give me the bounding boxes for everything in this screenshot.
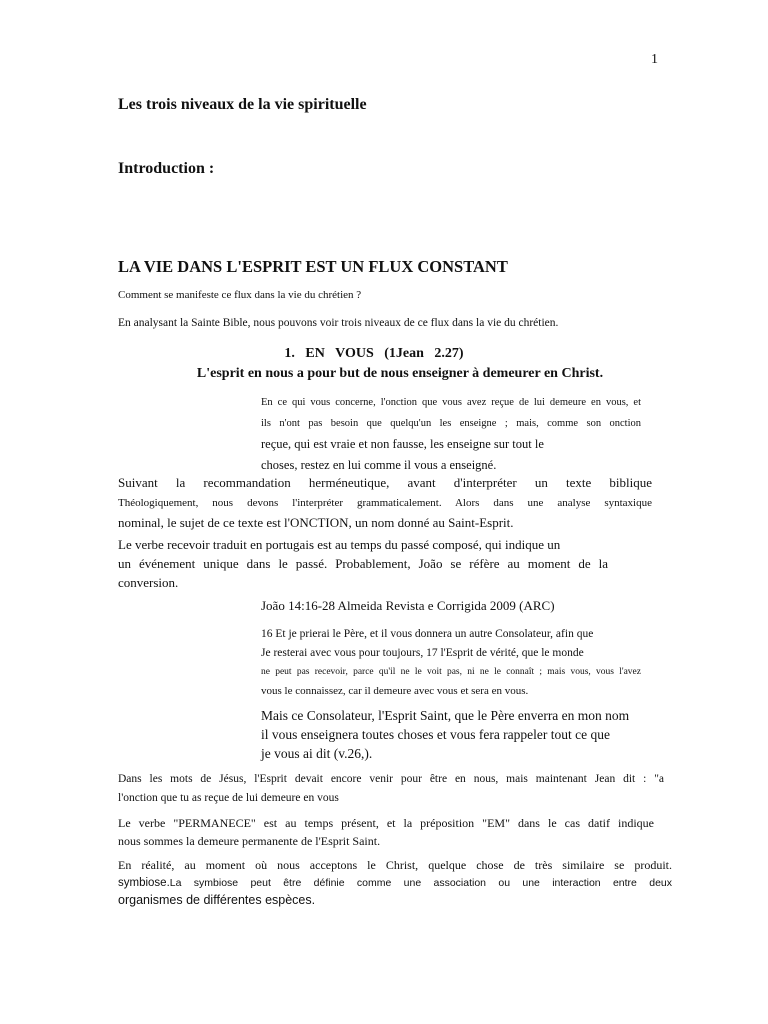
numbered-heading [0, 346, 768, 362]
paragraph-4 [118, 770, 664, 808]
quote3-line1: Mais ce Consolateur, l'Esprit Saint, que le Père enverra en mon nom [261, 708, 630, 723]
para6-symbiose-word: symbiose. [118, 877, 170, 889]
quote2-line3: ne peut pas recevoir, parce qu'il ne le voit pas, ni ne le connaît ; mais vous, vous l'avez [261, 667, 641, 677]
paragraph-5 [118, 814, 654, 850]
quote1-line4: choses, restez en lui comme il vous a enseigné. [261, 458, 497, 472]
quote2-line1: 16 Et je prierai le Père, et il vous donnera un autre Consolateur, afin que [261, 628, 594, 640]
para5-line1: Le verbe "PERMANECE" est au temps présent, et la préposition "EM" dans le cas datif indique [118, 816, 654, 830]
question-text: Comment se manifeste ce flux dans la vie du chrétien ? [118, 289, 362, 301]
paragraph-1: En analysant la Sainte Bible, nous pouvons voir trois niveaux de ce flux dans la vie du chrétien. [118, 317, 559, 329]
quote2-line4: vous le connaissez, car il demeure avec vous et sera en vous. [261, 685, 529, 697]
para3-line1: Le verbe recevoir traduit en portugais est au temps du passé composé, qui indique un [118, 537, 561, 552]
quote1-line3: reçue, qui est vraie et non fausse, les enseigne sur tout le [261, 437, 544, 451]
page-number: 1 [651, 52, 658, 67]
paragraph-2 [118, 473, 652, 533]
section-title: LA VIE DANS L'ESPRIT EST UN FLUX CONSTANT [118, 257, 508, 276]
quote2-line2: Je resterai avec vous pour toujours, 17 l'Esprit de vérité, que le monde [261, 647, 584, 659]
introduction-heading: Introduction : [118, 160, 215, 177]
paragraph-6 [118, 857, 672, 909]
quote3-line3: je vous ai dit (v.26,). [261, 746, 373, 761]
paragraph-3 [118, 535, 608, 592]
para5-line2: nous sommes la demeure permanente de l'Esprit Saint. [118, 834, 381, 848]
subheading: L'esprit en nous a pour but de nous enseigner à demeurer en Christ. [196, 366, 604, 381]
quote1-line2: ils n'ont pas besoin que quelqu'un les enseigne ; mais, comme son onction [261, 418, 641, 429]
para2-line3: nominal, le sujet de ce texte est l'ONCTION, un nom donné au Saint-Esprit. [118, 515, 514, 530]
bible-reference: João 14:16-28 Almeida Revista e Corrigida 2009 (ARC) [261, 598, 555, 613]
para6-line1: En réalité, au moment où nous acceptons le Christ, quelque chose de très similaire se produit. [118, 858, 672, 872]
quote3-line2: il vous enseignera toutes choses et vous fera rappeler tout ce que [261, 727, 611, 742]
para4-line1: Dans les mots de Jésus, l'Esprit devait encore venir pour être en nous, mais maintenant Jean dit : "a [118, 773, 664, 785]
scripture-quote-3 [261, 706, 661, 763]
para4-line2: l'onction que tu as reçue de lui demeure en vous [118, 792, 339, 804]
para3-line3: conversion. [118, 575, 179, 590]
document-title: Les trois niveaux de la vie spirituelle [118, 96, 367, 113]
para6-line2 [118, 874, 672, 892]
numbered-heading-text: 1. EN VOUS (1Jean 2.27) [284, 346, 464, 361]
para6-line2-rest: La symbiose peut être définie comme une association ou une interaction entre deux [169, 877, 672, 889]
para6-line3: organismes de différentes espèces. [118, 893, 316, 907]
scripture-quote-2 [261, 625, 641, 701]
quote1-line1: En ce qui vous concerne, l'onction que vous avez reçue de lui demeure en vous, et [261, 397, 641, 408]
para2-line2: Théologiquement, nous devons l'interpréter grammaticalement. Alors dans une analyse syntaxique [118, 497, 652, 509]
para2-line1: Suivant la recommandation herméneutique, avant d'interpréter un texte biblique [118, 475, 652, 490]
para3-line2: un événement unique dans le passé. Probablement, João se réfère au moment de la [118, 556, 608, 571]
scripture-quote-1 [261, 392, 641, 476]
